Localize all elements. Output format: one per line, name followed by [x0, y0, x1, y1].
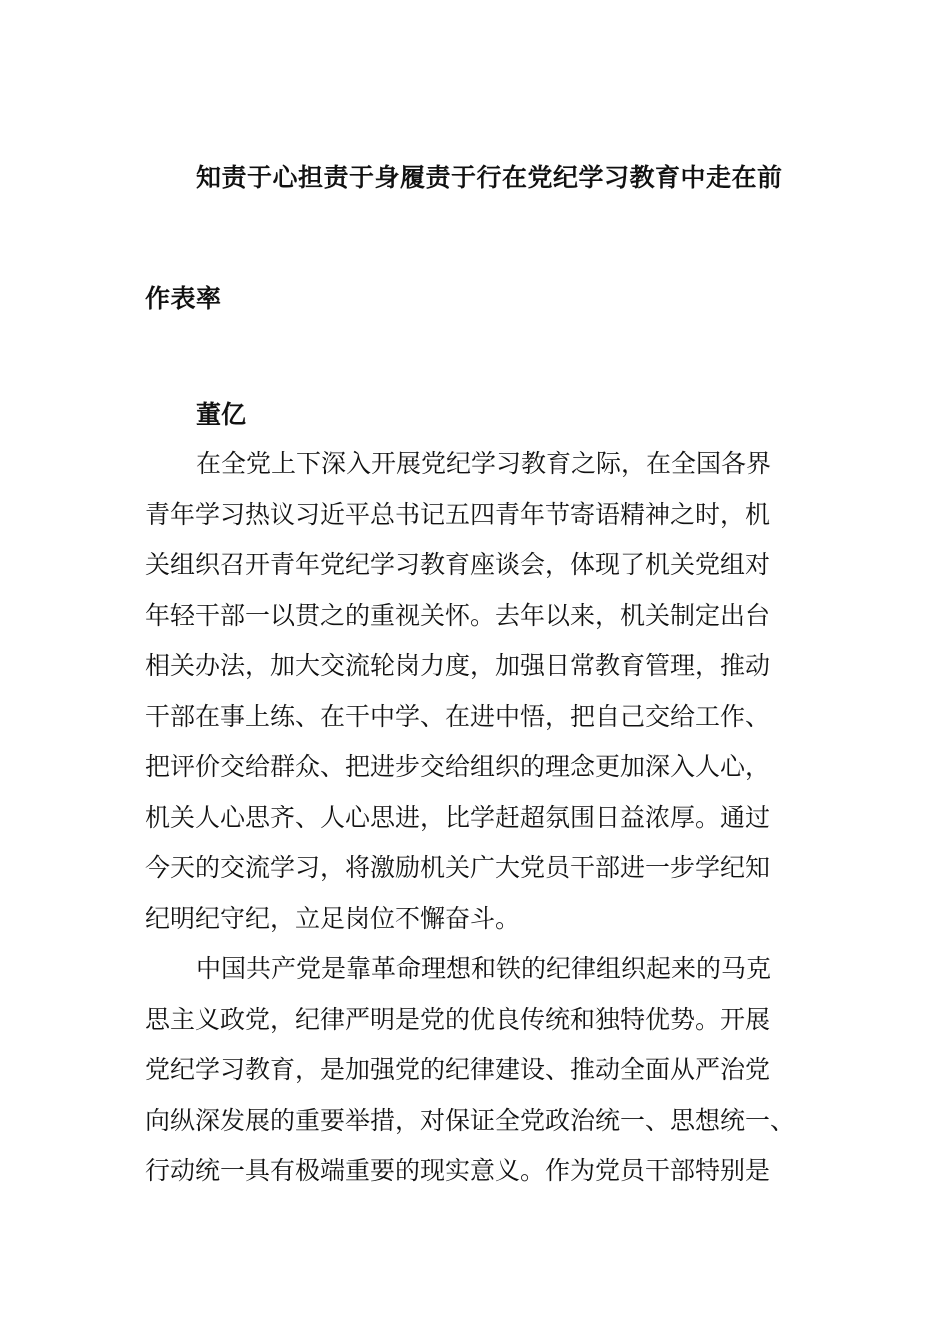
- paragraph-line: 把评价交给群众、把进步交给组织的理念更加深入人心，: [145, 752, 771, 781]
- paragraph-line: 中国共产党是靠革命理想和铁的纪律组织起来的马克: [196, 954, 772, 983]
- paragraph-line: 关组织召开青年党纪学习教育座谈会，体现了机关党组对: [145, 550, 771, 579]
- paragraph-line: 青年学习热议习近平总书记五四青年节寄语精神之时，机: [145, 499, 771, 529]
- paragraph-line: 行动统一具有极端重要的现实意义。作为党员干部特别是: [145, 1156, 771, 1185]
- paragraph-2: [145, 944, 805, 1197]
- paragraph-line: 年轻干部一以贯之的重视关怀。去年以来，机关制定出台: [145, 600, 771, 630]
- paragraph-line: 党纪学习教育，是加强党的纪律建设、推动全面从严治党: [145, 1055, 771, 1084]
- author-name: 董亿: [196, 400, 247, 429]
- document-title-line-2: 作表率: [145, 284, 222, 313]
- document-title-line-1: 知责于心担责于身履责于行在党纪学习教育中走在前: [196, 163, 783, 192]
- paragraph-line: 机关人心思齐、人心思进，比学赶超氛围日益浓厚。通过: [145, 802, 771, 832]
- paragraph-line: 相关办法，加大交流轮岗力度，加强日常教育管理，推动: [145, 651, 771, 680]
- paragraph-line: 纪明纪守纪，立足岗位不懈奋斗。: [145, 903, 521, 933]
- paragraph-line: 思主义政党，纪律严明是党的优良传统和独特优势。开展: [145, 1004, 771, 1034]
- paragraph-1: [145, 439, 805, 944]
- paragraph-line: 向纵深发展的重要举措，对保证全党政治统一、思想统一、: [145, 1105, 796, 1135]
- paragraph-line: 在全党上下深入开展党纪学习教育之际，在全国各界: [196, 449, 772, 478]
- paragraph-line: 干部在事上练、在干中学、在进中悟，把自己交给工作、: [145, 701, 771, 731]
- paragraph-line: 今天的交流学习，将激励机关广大党员干部进一步学纪知: [145, 853, 771, 882]
